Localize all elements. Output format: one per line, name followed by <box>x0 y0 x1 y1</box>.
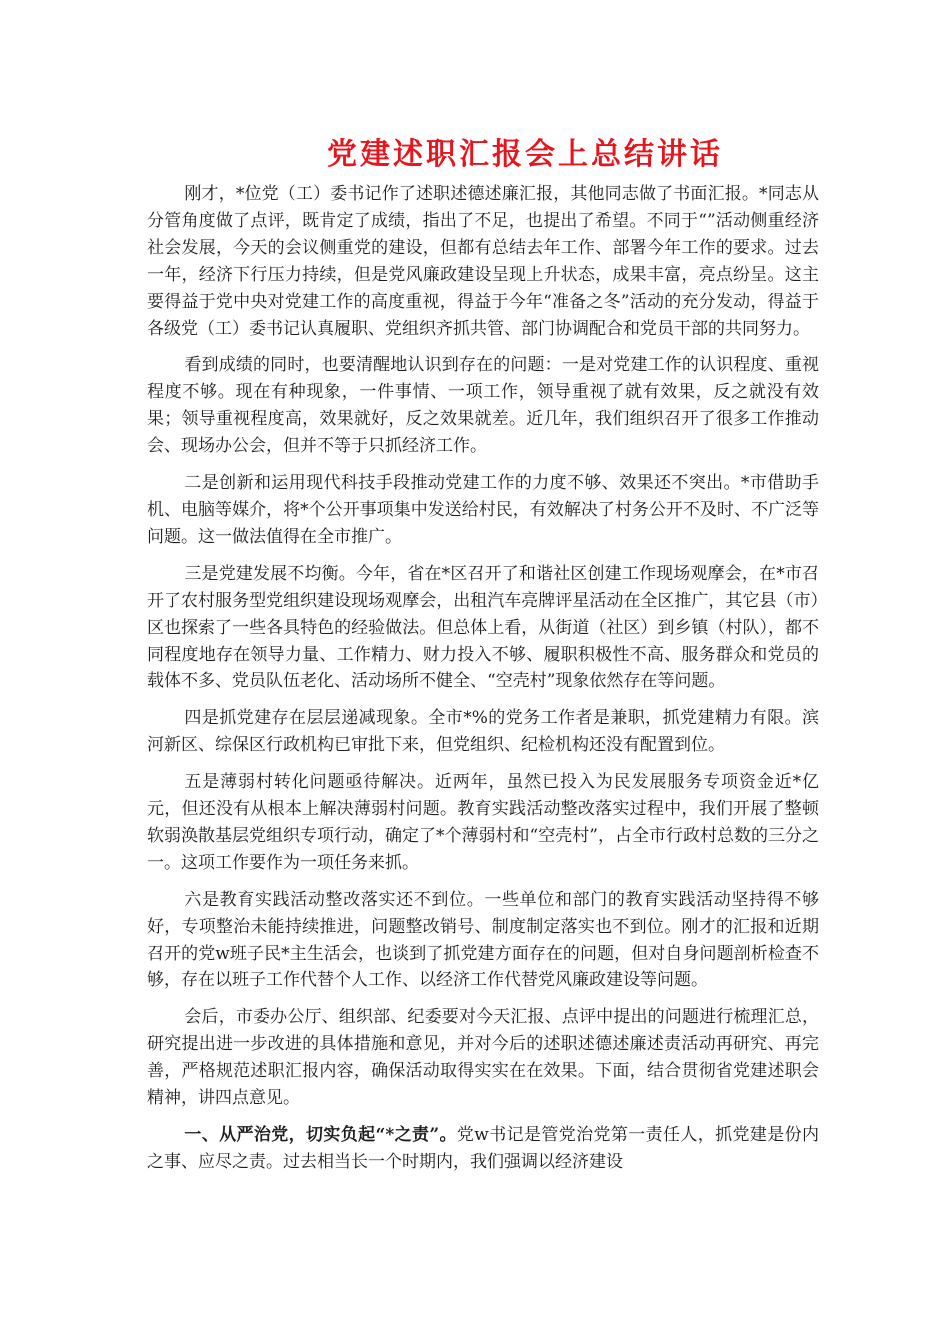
section-paragraph <box>147 1122 819 1176</box>
paragraph: 四是抓党建存在层层递减现象。全市*%的党务工作者是兼职，抓党建精力有限。滨河新区、综保区行政机构已审批下来，但党组织、纪检机构还没有配置到位。 <box>147 708 819 756</box>
paragraph: 刚才，*位党（工）委书记作了述职述德述廉汇报，其他同志做了书面汇报。*同志从分管角度做了点评，既肯定了成绩，指出了不足，也提出了希望。不同于“”活动侧重经济社会发展，今天的会议侧重党的建设，但都有总结去年工作、部署今年工作的要求。过去一年，经济下行压力持续，但是党风廉政建设呈现上升状态，成果丰富，亮点纷呈。这主要得益于党中央对党建工作的高度重视，得益于今年“准备之冬”活动的充分发动，得益于各级党（工）委书记认真履职、党组织齐抓共管、部门协调配合和党员干部的共同努力。 <box>147 184 819 339</box>
section-text: 党w书记是管党治党第一责任人，抓党建是份内之事、应尽之责。过去相当长一个时期内，我们强调以经济建设 <box>147 1125 819 1172</box>
paragraph: 五是薄弱村转化问题亟待解决。近两年，虽然已投入为民发展服务专项资金近*亿元，但还没有从根本上解决薄弱村问题。教育实践活动整改落实过程中，我们开展了整顿软弱涣散基层党组织专项行动，确定了*个薄弱村和“空壳村”，占全市行政村总数的三分之一。这项工作要作为一项任务来抓。 <box>147 772 819 873</box>
paragraph: 二是创新和运用现代科技手段推动党建工作的力度不够、效果还不突出。*市借助手机、电脑等媒介，将*个公开事项集中发送给村民，有效解决了村务公开不及时、不广泛等问题。这一做法值得在全市推广。 <box>147 473 819 547</box>
document-title: 党建述职汇报会上总结讲话 <box>327 137 723 172</box>
paragraph: 三是党建发展不均衡。今年，省在*区召开了和谐社区创建工作现场观摩会，在*市召开了农村服务型党组织建设现场观摩会，出租汽车亮牌评星活动在全区推广，其它县（市）区也探索了一些各具特色的经验做法。但总体上看，从街道（社区）到乡镇（村队），都不同程度地存在领导力量、工作精力、财力投入不够、履职积极性不高、服务群众和党员的载体不多、党员队伍老化、活动场所不健全、“空壳村”现象依然存在等问题。 <box>147 563 819 692</box>
paragraph: 看到成绩的同时，也要清醒地认识到存在的问题：一是对党建工作的认识程度、重视程度不够。现在有种现象，一件事情、一项工作，领导重视了就有效果，反之就没有效果；领导重视程度高，效果就好，反之效果就差。近几年，我们组织召开了很多工作推动会、现场办公会，但并不等于只抓经济工作。 <box>147 355 819 457</box>
section-heading: 一、从严治党，切实负起“*之责”。 <box>184 1125 457 1145</box>
paragraph: 六是教育实践活动整改落实还不到位。一些单位和部门的教育实践活动坚持得不够好，专项整治未能持续推进，问题整改销号、制度制定落实也不到位。刚才的汇报和近期召开的党w班子民*主生活会，也谈到了抓党建方面存在的问题，但对自身问题剖析检查不够，存在以班子工作代替个人工作、以经济工作代替党风廉政建设等问题。 <box>147 889 819 991</box>
document-body <box>147 181 819 1176</box>
paragraph: 会后，市委办公厅、组织部、纪委要对今天汇报、点评中提出的问题进行梳理汇总，研究提出进一步改进的具体措施和意见，并对今后的述职述德述廉述责活动再研究、再完善，严格规范述职汇报内容，确保活动取得实实在在效果。下面，结合贯彻省党建述职会精神，讲四点意见。 <box>147 1007 819 1109</box>
